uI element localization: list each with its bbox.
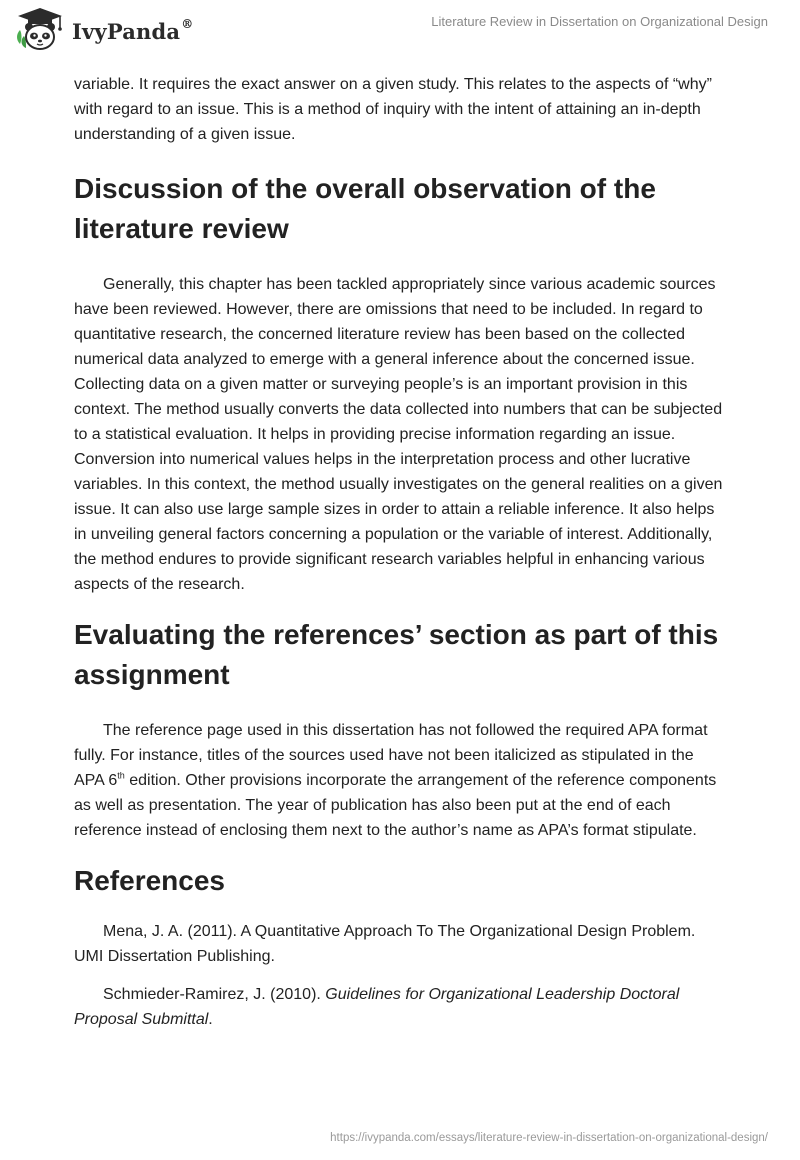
reference-item: Mena, J. A. (2011). A Quantitative Approach To The Organizational Design Problem. UMI Dissertation Publishing. <box>74 923 696 965</box>
source-url[interactable]: https://ivypanda.com/essays/literature-review-in-dissertation-on-organizational-design/ <box>330 1132 768 1144</box>
evaluating-paragraph <box>74 718 726 843</box>
document-body <box>74 72 726 1045</box>
reference-item <box>74 982 726 1032</box>
reference-suffix: . <box>208 1011 213 1028</box>
evaluating-text-part-2: edition. Other provisions incorporate the arrangement of the reference components as well as presentation. The year of publication has also been put at the end of each reference instead of enclosing them next to the author’s name as APA’s format stipulate. <box>74 772 717 839</box>
running-title: Literature Review in Dissertation on Organizational Design <box>431 14 768 29</box>
page-header <box>0 0 800 60</box>
brand-name: IvyPanda® <box>72 16 194 44</box>
intro-paragraph: variable. It requires the exact answer on a given study. This relates to the aspects of “why” with regard to an issue. This is a method of inquiry with the intent of attaining an in-depth understanding of a given issue. <box>74 76 712 143</box>
registered-mark: ® <box>181 16 194 31</box>
section-heading-evaluating-references: Evaluating the references’ section as part of this assignment <box>74 619 719 690</box>
discussion-paragraph: Generally, this chapter has been tackled appropriately since various academic sources have been reviewed. However, there are omissions that need to be included. In regard to quantitative research, the concerned literature review has been based on the collected numerical data analyzed to emerge with a general inference about the concerned issue. Collecting data on a given matter or surveying people’s is an important provision in this context. The method usually converts the data collected into numbers that can be subjected to a statistical evaluation. It helps in providing precise information regarding an issue. Conversion into numerical values helps in the interpretation process and other lucrative variables. In this context, the method usually investigates on the general realities on a given issue. It can also use large sample sizes in order to attain a reliable inference. It also helps in unveiling general factors concerning a population or the variable of interest. Additionally, the method endures to provide significant research variables helpful in enhancing various aspects of the research. <box>74 276 723 593</box>
panda-graduation-cap-icon <box>14 6 66 52</box>
ordinal-superscript: th <box>117 770 125 781</box>
section-heading-discussion: Discussion of the overall observation of the literature review <box>74 173 656 244</box>
references-heading: References <box>74 865 225 896</box>
reference-author-year: Schmieder-Ramirez, J. (2010). <box>103 986 326 1003</box>
ivypanda-logo[interactable] <box>14 6 193 52</box>
reference-title: Guidelines for Organizational Leadership Doctoral Proposal Submittal <box>74 986 680 1028</box>
evaluating-text-part-1: The reference page used in this dissertation has not followed the required APA format fully. For instance, titles of the sources used have not been italicized as stipulated in the APA 6 <box>74 722 708 789</box>
